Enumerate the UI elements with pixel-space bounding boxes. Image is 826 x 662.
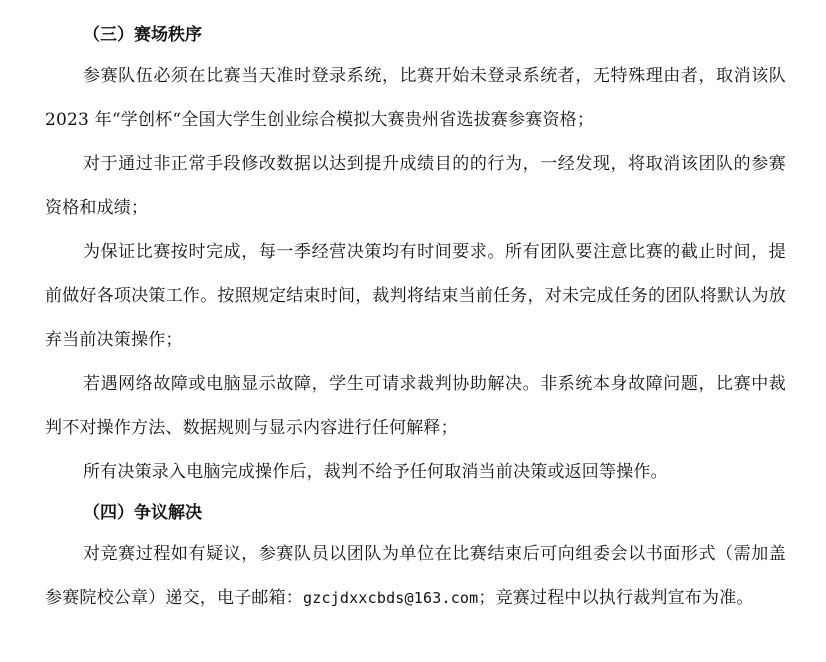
dispute-text-start: 对竞赛过程如有疑议，参赛队员以团队为单位在比赛结束后可向组委会以书面形式（需加盖参赛院校公章）递交，电子邮箱： (45, 544, 786, 608)
paragraph-login-rule: 参赛队伍必须在比赛当天准时登录系统，比赛开始未登录系统者，无特殊理由者，取消该队 2023 年“学创杯“全国大学生创业综合模拟大赛贵州省选拔赛参赛资格； (45, 66, 786, 130)
paragraph-data-tampering: 对于通过非正常手段修改数据以达到提升成绩目的的行为，一经发现，将取消该团队的参赛资格和成绩； (45, 154, 786, 218)
section-heading-order: （三）赛场秩序 (83, 25, 202, 45)
document-page (45, 16, 786, 620)
paragraph-network-fault: 若遇网络故障或电脑显示故障，学生可请求裁判协助解决。非系统本身故障问题，比赛中裁判不对操作方法、数据规则与显示内容进行任何解释； (45, 374, 786, 438)
section-heading-dispute: （四）争议解决 (83, 503, 202, 523)
dispute-text-end: ；竞赛过程中以执行裁判宣布为准。 (478, 588, 754, 608)
paragraph-dispute (45, 532, 786, 620)
paragraph-time-limit: 为保证比赛按时完成，每一季经营决策均有时间要求。所有团队要注意比赛的截止时间，提前做好各项决策工作。按照规定结束时间，裁判将结束当前任务，对未完成任务的团队将默认为放弃当前决策操作； (45, 242, 786, 350)
contact-email[interactable]: gzcjdxxcbds@163.com (303, 589, 479, 607)
paragraph-decision-final: 所有决策录入电脑完成操作后，裁判不给予任何取消当前决策或返回等操作。 (83, 462, 668, 482)
